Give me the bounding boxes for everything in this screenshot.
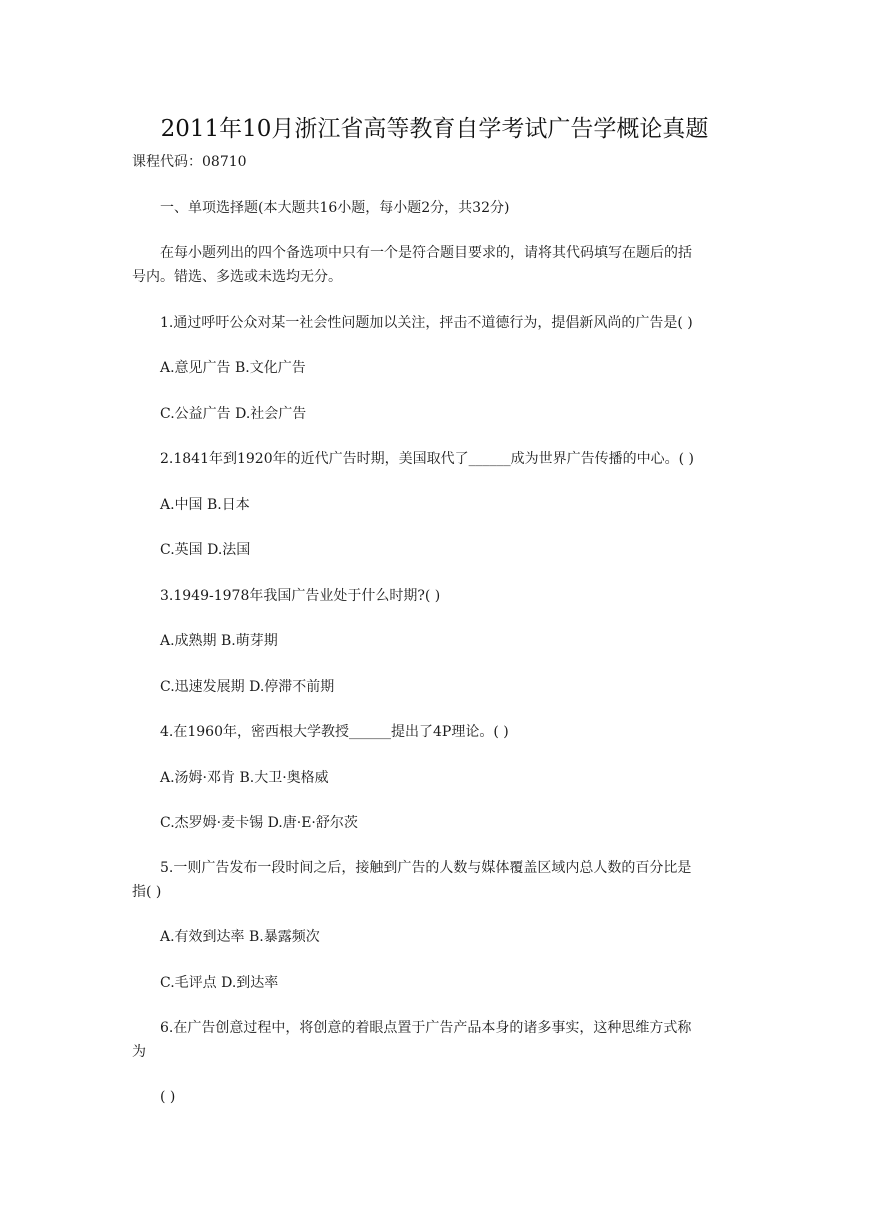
question-5-options-ab: A.有效到达率 B.暴露频次 [160, 929, 320, 945]
question-6-stem-line-2: 为 [132, 1044, 146, 1060]
question-1-options-ab: A.意见广告 B.文化广告 [160, 360, 306, 376]
question-2-options-cd: C.英国 D.法国 [160, 542, 251, 558]
question-2-stem: 2.1841年到1920年的近代广告时期，美国取代了______成为世界广告传播的中心。( ) [160, 451, 694, 467]
instructions [132, 241, 692, 289]
question-5-stem-line-1: 5.一则广告发布一段时间之后，接触到广告的人数与媒体覆盖区域内总人数的百分比是 [160, 860, 692, 876]
question-6-stem-line-1: 6.在广告创意过程中，将创意的着眼点置于广告产品本身的诸多事实，这种思维方式称 [160, 1020, 692, 1036]
question-2-options-ab: A.中国 B.日本 [160, 497, 250, 513]
question-6-answer-blank: ( ) [160, 1089, 176, 1105]
section-heading: 一、单项选择题(本大题共16小题，每小题2分，共32分) [160, 200, 510, 216]
question-3-options-ab: A.成熟期 B.萌芽期 [160, 633, 278, 649]
instructions-line-2: 号内。错选、多选或未选均无分。 [132, 269, 342, 285]
page-title: 2011年10月浙江省高等教育自学考试广告学概论真题 [160, 116, 709, 142]
question-1-stem: 1.通过呼吁公众对某一社会性问题加以关注，抨击不道德行为，提倡新风尚的广告是( ) [160, 315, 693, 331]
question-3-stem: 3.1949-1978年我国广告业处于什么时期?( ) [160, 588, 441, 604]
question-1-options-cd: C.公益广告 D.社会广告 [160, 406, 307, 422]
question-4-stem: 4.在1960年，密西根大学教授______提出了4P理论。( ) [160, 724, 509, 740]
question-5-options-cd: C.毛评点 D.到达率 [160, 975, 279, 991]
question-6-stem [132, 1016, 691, 1064]
question-4-options-cd: C.杰罗姆·麦卡锡 D.唐·E·舒尔茨 [160, 815, 358, 831]
instructions-line-1: 在每小题列出的四个备选项中只有一个是符合题目要求的，请将其代码填写在题后的括 [160, 245, 692, 261]
question-4-options-ab: A.汤姆·邓肯 B.大卫·奥格威 [160, 770, 329, 786]
course-code: 课程代码：08710 [132, 154, 247, 170]
question-5-stem-line-2: 指( ) [132, 884, 162, 900]
question-3-options-cd: C.迅速发展期 D.停滞不前期 [160, 679, 335, 695]
question-5-stem [132, 856, 691, 904]
